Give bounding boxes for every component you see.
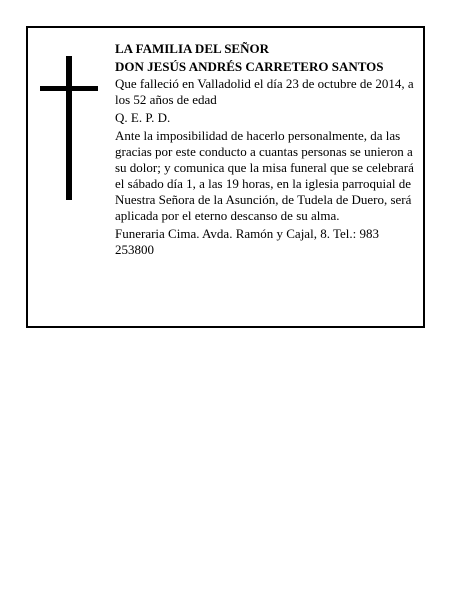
obituary-notice: [26, 26, 425, 328]
cross-horizontal-bar: [40, 86, 98, 91]
notice-title-family: LA FAMILIA DEL SEÑOR: [115, 41, 269, 56]
notice-title-deceased: DON JESÚS ANDRÉS CARRETERO SANTOS: [115, 59, 384, 74]
cross-vertical-bar: [66, 56, 72, 200]
rip-text: Q. E. P. D.: [115, 110, 171, 125]
notice-text: [115, 40, 421, 259]
notice-body: Ante la imposibilidad de hacerlo personalmente, da las gracias por este conducto a cuantas personas se unieron a su dolor; y comunica que la misa funeral que se celebrará el sábado día 1, a las 19 horas, en la iglesia parroquial de Nuestra Señora de la Asunción, de Tudela de Duero, será aplicada por el eterno descanso de su alma.: [115, 128, 414, 223]
cross-icon: [40, 56, 98, 200]
funeral-home-info: Funeraria Cima. Avda. Ramón y Cajal, 8. Tel.: 983 253800: [115, 226, 379, 257]
death-info: Que falleció en Valladolid el día 23 de octubre de 2014, a los 52 años de edad: [115, 76, 414, 107]
